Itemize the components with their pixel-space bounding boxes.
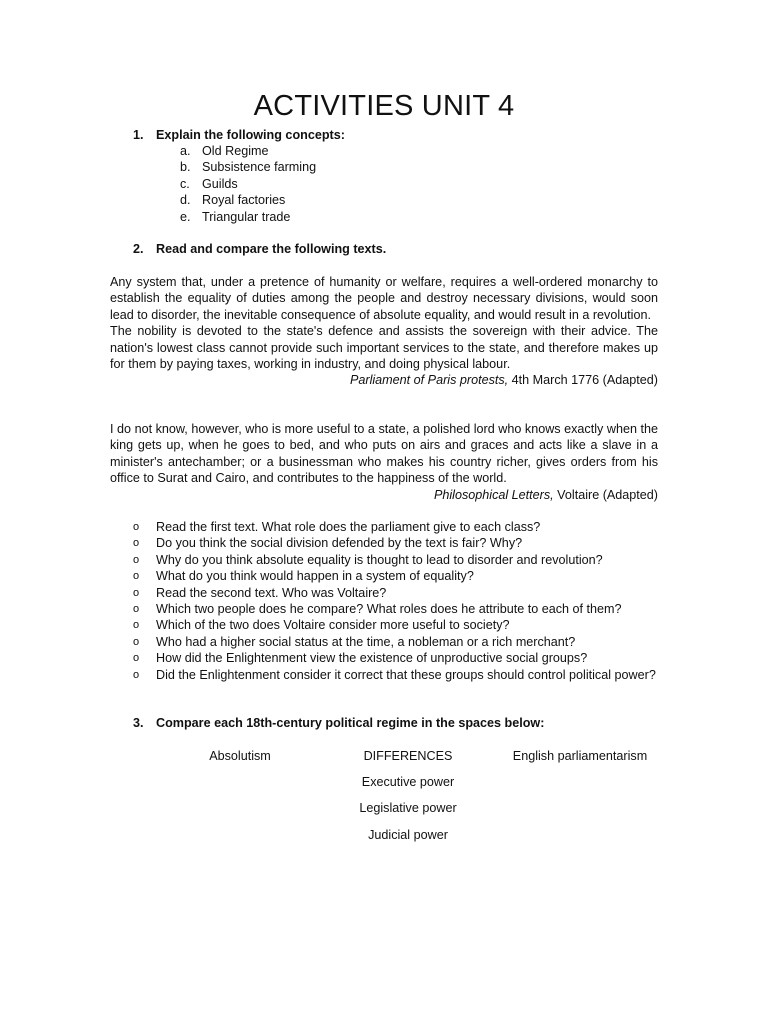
list-item-letter: e. (180, 209, 191, 224)
question-3 (133, 715, 544, 731)
bullet-icon: o (133, 635, 140, 648)
list-item (133, 519, 658, 535)
list-item-text: Royal factories (202, 193, 286, 208)
bullet-icon: o (133, 521, 140, 533)
list-item-text: Old Regime (202, 144, 269, 158)
list-item-text: Which of the two does Voltaire consider more useful to society? (156, 618, 510, 633)
question-2 (133, 241, 386, 257)
table-header-parliamentarism: English parliamentarism (512, 749, 648, 763)
text-1-passage (110, 274, 658, 389)
list-item-text: How did the Enlightenment view the existence of unproductive social groups? (156, 651, 588, 666)
list-item (133, 535, 658, 551)
text-2-citation (110, 487, 658, 503)
list-item-letter: a. (180, 144, 191, 158)
table-header-differences: DIFFERENCES (363, 749, 453, 763)
list-item-text: Read the first text. What role does the parliament give to each class? (156, 520, 541, 534)
question-1 (133, 127, 345, 143)
list-item-letter: d. (180, 193, 191, 208)
list-item-text: Why do you think absolute equality is thought to lead to disorder and revolution? (156, 552, 603, 567)
list-item (133, 552, 658, 568)
bullet-icon: o (133, 603, 140, 616)
list-item-text: Do you think the social division defended by the text is fair? Why? (156, 536, 523, 551)
list-item-text: Guilds (202, 176, 238, 191)
text-2-citation-source: Philosophical Letters, (433, 487, 554, 502)
list-item (180, 209, 316, 225)
list-item-text: Did the Enlightenment consider it correct that these groups should control political power? (156, 667, 656, 682)
question-3-text: Compare each 18th-century political regime in the spaces below: (156, 716, 545, 730)
text-1-citation-source: Parliament of Paris protests, (349, 373, 509, 388)
page-title: ACTIVITIES UNIT 4 (253, 90, 515, 122)
list-item (133, 585, 658, 601)
table-row-label: Executive power (361, 775, 455, 789)
list-item (180, 159, 316, 175)
question-1-text: Explain the following concepts: (156, 128, 345, 142)
list-item (133, 601, 658, 617)
list-item (180, 192, 316, 208)
bullet-icon: o (133, 570, 140, 583)
concept-list (180, 143, 316, 225)
bullet-icon: o (133, 619, 140, 632)
list-item (133, 617, 658, 633)
question-2-number: 2. (133, 242, 144, 256)
text-1-paragraph-1: Any system that, under a pretence of humanity or welfare, requires a well-ordered monarchy to establish the equality of duties among the people and destroy necessary divisions, would soon lead to disorder, the inevitable consequence of absolute equality, and would result in a revolution. (110, 275, 658, 322)
text-1-citation-detail: 4th March 1776 (Adapted) (508, 373, 658, 388)
list-item (133, 667, 658, 683)
text-1-citation (110, 372, 658, 388)
list-item-text: Subsistence farming (202, 160, 317, 175)
question-3-number: 3. (133, 716, 144, 730)
text-2-citation-detail: Voltaire (Adapted) (553, 487, 658, 502)
question-list (133, 519, 658, 683)
bullet-icon: o (133, 553, 140, 566)
bullet-icon: o (133, 537, 140, 550)
table-row-label: Judicial power (368, 828, 448, 842)
text-2-paragraph: I do not know, however, who is more useful to a state, a polished lord who knows exactly when the king gets up, when he goes to bed, and who puts on airs and graces and acts like a slave in a minister's antechamber; or a businessman who makes his country richer, gives orders from his office to Surat and Cairo, and contributes to the happiness of the world. (110, 422, 658, 486)
list-item (180, 176, 316, 192)
list-item-text: Who had a higher social status at the time, a nobleman or a rich merchant? (156, 634, 576, 649)
list-item-letter: c. (180, 176, 190, 191)
question-1-number: 1. (133, 128, 144, 142)
list-item (133, 568, 658, 584)
list-item-text: Triangular trade (202, 209, 291, 224)
list-item (133, 634, 658, 650)
bullet-icon: o (133, 586, 140, 599)
list-item (133, 650, 658, 666)
text-1-paragraph-2: The nobility is devoted to the state's defence and assists the sovereign with their advice. The nation's lowest class cannot provide such important services to the state, and therefore makes up for them by paying taxes, working in industry, and doing physical labour. (110, 324, 658, 372)
text-2-passage (110, 421, 658, 503)
list-item-text: Read the second text. Who was Voltaire? (156, 585, 387, 600)
table-row-label: Legislative power (359, 801, 457, 815)
table-header-absolutism: Absolutism (209, 749, 271, 763)
bullet-icon: o (133, 668, 140, 681)
list-item-letter: b. (180, 160, 191, 175)
list-item-text: What do you think would happen in a system of equality? (156, 569, 474, 584)
list-item-text: Which two people does he compare? What roles does he attribute to each of them? (156, 602, 622, 617)
list-item (180, 143, 316, 159)
bullet-icon: o (133, 652, 140, 665)
question-2-text: Read and compare the following texts. (156, 242, 387, 256)
